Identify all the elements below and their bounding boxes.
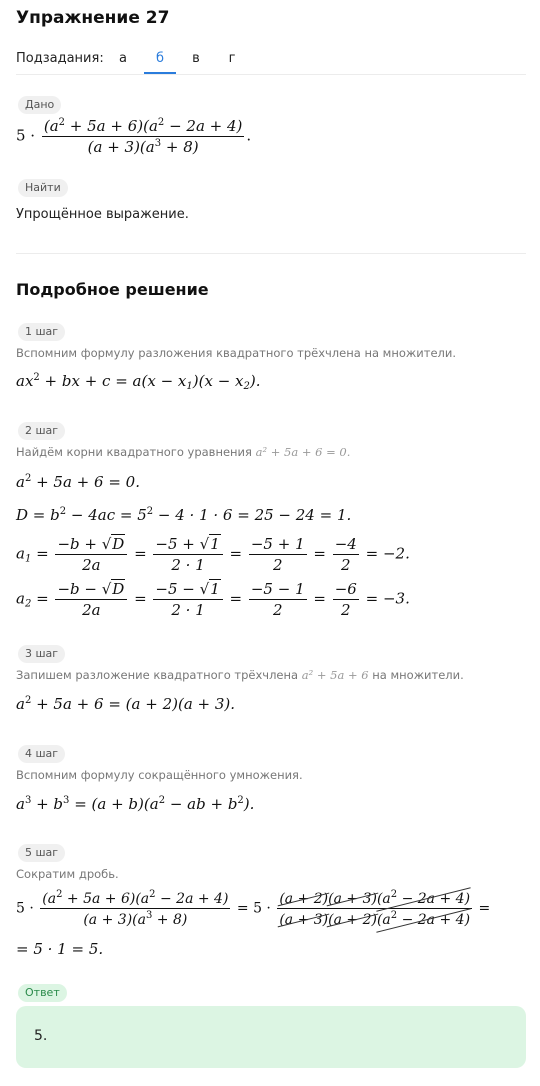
step-2-chip: 2 шаг	[18, 422, 65, 440]
given-expression: 5 · $\frac{(a^2 + 5a + 6)(a^2 - 2a + 4)}{(a + 3)(a^3 + 8)}$ .	[16, 117, 252, 156]
step-3-text	[16, 668, 464, 682]
step-3-text-label: Запишем разложение квадратного трёхчлена	[16, 668, 299, 682]
step-2-discriminant: $D = b^2 - 4ac = 5^2 - 4 \cdot 1 \cdot 6 = 25 - 24 = 1$.	[16, 506, 352, 524]
tab-v[interactable]: в	[192, 51, 200, 66]
tab-g[interactable]: г	[228, 51, 236, 66]
find-text: Упрощённое выражение.	[16, 207, 189, 222]
tab-a[interactable]: а	[119, 51, 127, 66]
step-2-text	[16, 445, 350, 459]
step-5-result: = 5 · 1 = 5.	[16, 940, 104, 958]
step-3-text-after: на множители.	[372, 668, 464, 682]
step-2-text-math: a² + 5a + 6 = 0.	[255, 445, 351, 459]
answer-value: 5.	[34, 1028, 48, 1044]
step-2-text-label: Найдём корни квадратного уравнения	[16, 445, 252, 459]
step-2-equation: $a^2 + 5a + 6 = 0$.	[16, 473, 140, 491]
step-1-text: Вспомним формулу разложения квадратного трёхчлена на множители.	[16, 346, 456, 360]
step-2-root-2: $a_2$ = $\frac{-b - √D}{2a}$ = $\frac{-5 - √1}{2 \cdot 1}$ = $\frac{-5 - 1}{2}$ = $\frac{-6}{2}$ = −3.	[16, 580, 410, 619]
step-5-text: Сократим дробь.	[16, 867, 119, 881]
step-1-chip: 1 шаг	[18, 323, 65, 341]
step-1-formula: $ax^2$ + bx + $c = a(x - x_1)(x - x_2)$.	[16, 372, 261, 392]
find-chip: Найти	[18, 179, 68, 197]
subtasks-label: Подзадания:	[16, 51, 104, 66]
tabs-divider	[16, 74, 526, 75]
solution-title: Подробное решение	[16, 280, 209, 299]
answer-chip: Ответ	[18, 984, 67, 1002]
step-3-chip: 3 шаг	[18, 645, 65, 663]
step-4-text: Вспомним формулу сокращённого умножения.	[16, 768, 303, 782]
section-divider	[16, 253, 526, 254]
step-2-root-1: $a_1$ = $\frac{-b + √D}{2a}$ = $\frac{-5 + √1}{2 \cdot 1}$ = $\frac{-5 + 1}{2}$ = $\frac{-4}{2}$ = −2.	[16, 535, 410, 574]
page-title: Упражнение 27	[16, 8, 170, 28]
step-3-formula: $a^2 + 5a + 6 = (a + 2)(a + 3)$.	[16, 695, 236, 713]
answer-box	[16, 1006, 526, 1068]
step-3-text-math: a² + 5a + 6	[301, 668, 369, 682]
step-5-chip: 5 шаг	[18, 844, 65, 862]
step-4-formula: $a^3 + b^3 = (a + b)(a^2$ − ab + $b^2$).	[16, 795, 255, 813]
step-5-fraction: 5 · $\frac{(a^2 + 5a + 6)(a^2 - 2a + 4)}{(a + 3)(a^3 + 8)}$ = 5 · $\frac{(a + 2)(a + 3)(a^2 - 2a + 4)}{(a + 3)(a + 2)(a^2 - 2a + 4)}$ =	[16, 889, 491, 928]
given-chip: Дано	[18, 96, 61, 114]
active-tab-indicator	[144, 72, 176, 74]
step-4-chip: 4 шаг	[18, 745, 65, 763]
tab-b[interactable]: б	[155, 51, 165, 66]
